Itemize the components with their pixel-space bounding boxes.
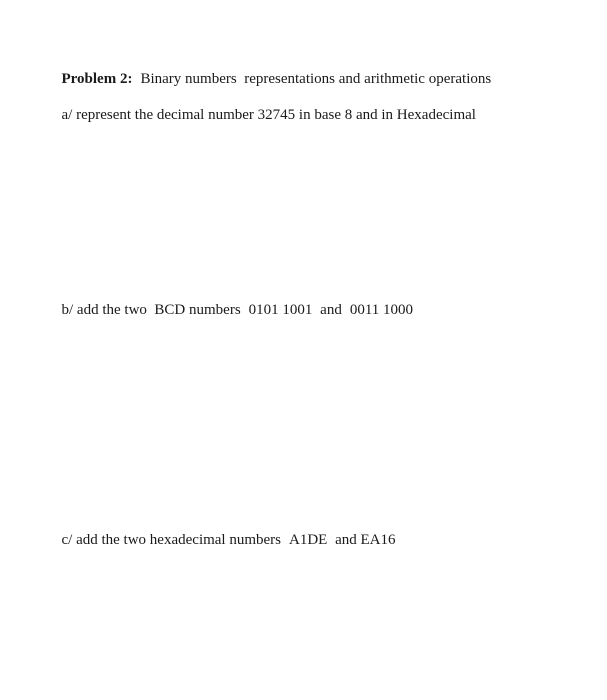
part-a-question [54,88,476,124]
part-c-conjunction: and [335,532,357,548]
problem-label: Problem 2: [61,71,133,87]
part-b-question [54,283,413,319]
part-b-prefix: b/ add the two BCD numbers [61,302,241,318]
part-a-text: a/ represent the decimal number 32745 in base 8 and in Hexadecimal [61,107,476,123]
problem-heading [54,52,491,88]
part-c-question [54,513,396,549]
part-c-number-1: A1DE [289,532,328,548]
part-c-prefix: c/ add the two hexadecimal numbers [61,532,282,548]
part-b-conjunction: and [320,302,342,318]
problem-title: Binary numbers representations and arithmetic operations [140,71,492,87]
part-c-number-2: EA16 [360,532,396,548]
part-b-number-1: 0101 1001 [248,302,313,318]
part-b-number-2: 0011 1000 [349,302,414,318]
